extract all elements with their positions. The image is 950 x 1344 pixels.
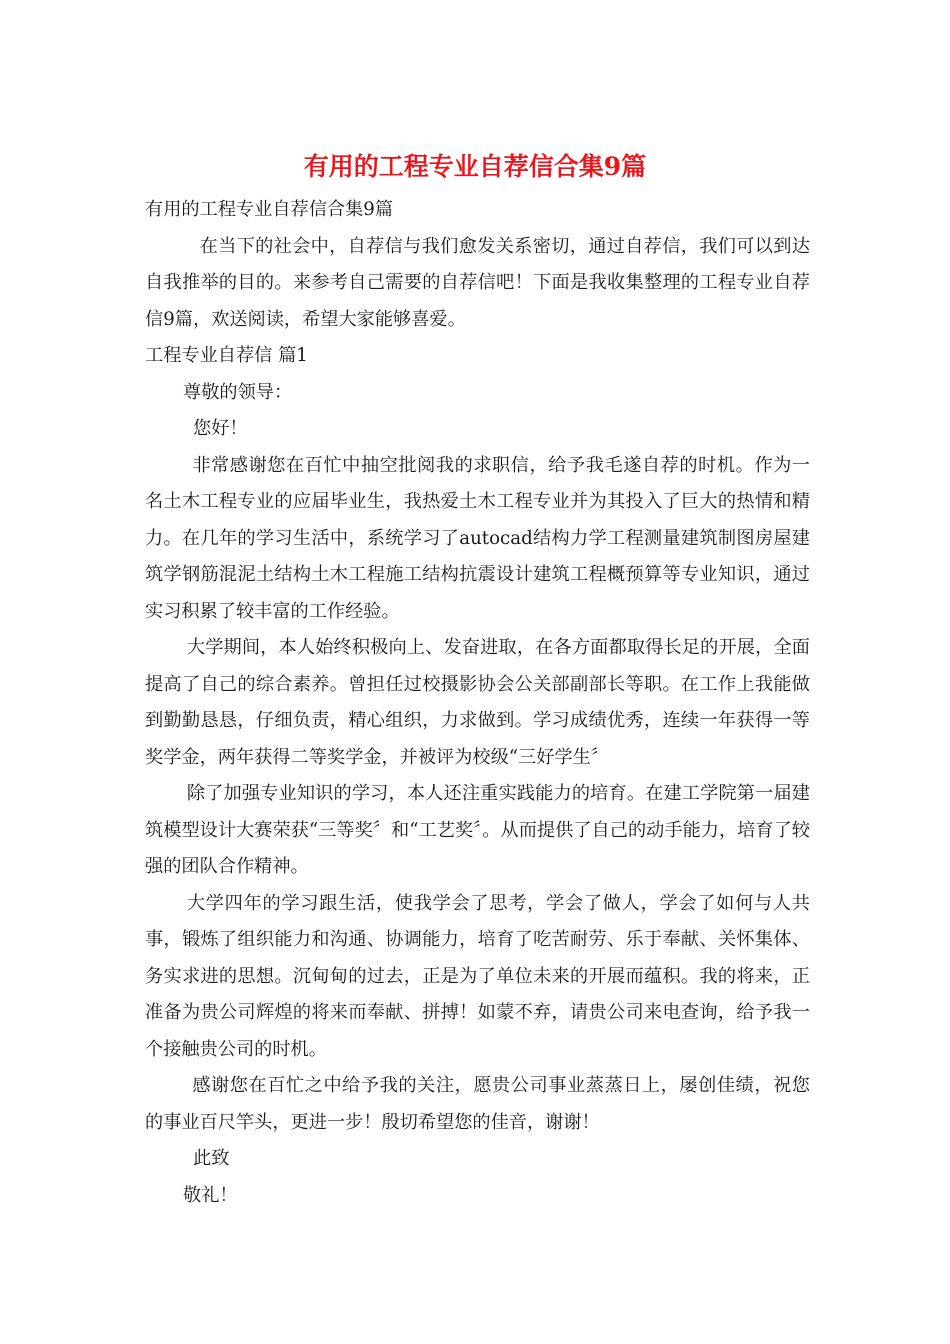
section-heading: 工程专业自荐信 篇1 (145, 345, 308, 366)
intro-paragraph: 在当下的社会中，自荐信与我们愈发关系密切，通过自荐信，我们可以到达自我推举的目的。来参考自己需要的自荐信吧！下面是我收集整理的工程专业自荐信9篇，欢送阅读，希望大家能够喜爱。 (145, 235, 810, 330)
body-paragraph-1: 非常感谢您在百忙中抽空批阅我的求职信，给予我毛遂自荐的时机。作为一名土木工程专业的应届毕业生，我热爱土木工程专业并为其投入了巨大的热情和精力。在几年的学习生活中，系统学习了autocad结构力学工程测量建筑制图房屋建筑学钢筋混泥土结构土木工程施工结构抗震设计建筑工程概预算等专业知识，通过实习积累了较丰富的工作经验。 (145, 454, 810, 622)
body-paragraph-3: 除了加强专业知识的学习，本人还注重实践能力的培育。在建工学院第一届建筑模型设计大赛荣获“三等奖〞和“工艺奖〞。从而提供了自己的动手能力，培育了较强的团队合作精神。 (145, 783, 810, 877)
closing-line-1: 此致 (193, 1148, 230, 1169)
salutation: 尊敬的领导： (183, 381, 293, 403)
body-paragraph-2: 大学期间，本人始终积极向上、发奋进取，在各方面都取得长足的开展，全面提高了自己的综合素养。曾担任过校摄影协会公关部副部长等职。在工作上我能做到勤勤恳恳，仔细负责，精心组织，力求做到。学习成绩优秀，连续一年获得一等奖学金，两年获得二等奖学金，并被评为校级“三好学生〞 (145, 637, 810, 768)
greeting: 您好！ (193, 418, 248, 439)
document-subtitle: 有用的工程专业自荐信合集9篇 (145, 199, 394, 220)
closing-line-2: 敬礼！ (183, 1184, 238, 1206)
body-paragraph-4: 大学四年的学习跟生活，使我学会了思考，学会了做人，学会了如何与人共事，锻炼了组织能力和沟通、协调能力，培育了吃苦耐劳、乐于奉献、关怀集体、务实求进的思想。沉甸甸的过去，正是为了单位未来的开展而蕴积。我的将来，正准备为贵公司辉煌的将来而奉献、拼搏！如蒙不弃，请贵公司来电查询，给予我一个接触贵公司的时机。 (145, 892, 810, 1060)
body-paragraph-5: 感谢您在百忙之中给予我的关注，愿贵公司事业蒸蒸日上，屡创佳绩，祝您的事业百尺竿头，更进一步！殷切希望您的佳音，谢谢！ (145, 1075, 810, 1133)
document-title: 有用的工程专业自荐信合集9篇 (303, 152, 647, 181)
document-body (145, 192, 810, 1214)
